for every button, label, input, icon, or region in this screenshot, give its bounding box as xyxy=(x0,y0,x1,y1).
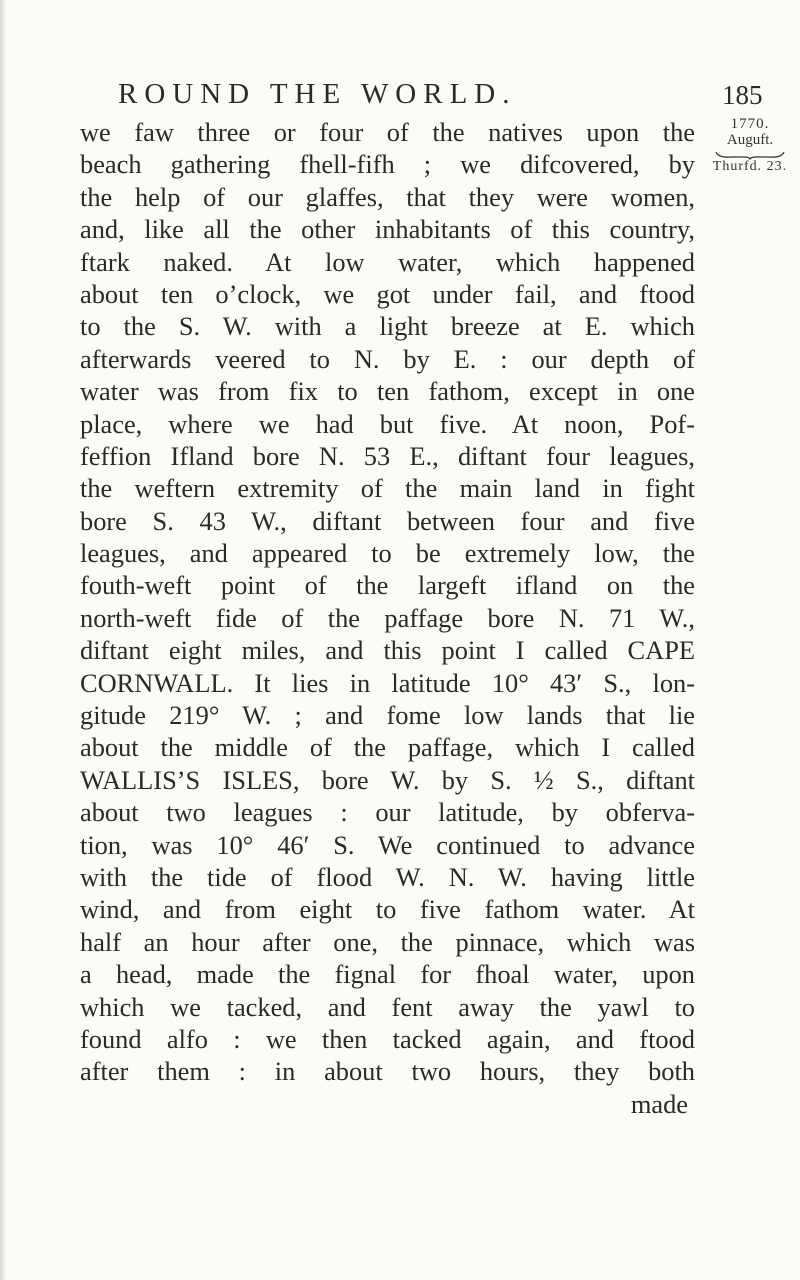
text-line: leagues, and appeared to be extremely low, the xyxy=(80,538,695,569)
text-line: ftark naked. At low water, which happened xyxy=(80,246,695,277)
page-edge-shadow xyxy=(0,0,6,1280)
text-line: which we tacked, and fent away the yawl to xyxy=(80,991,695,1022)
text-line: about ten o’clock, we got under fail, and ftood xyxy=(80,278,695,309)
text-line: to the S. W. with a light breeze at E. which xyxy=(80,311,695,342)
margin-note-month: Auguft. xyxy=(726,132,774,148)
text-line: CORNWALL. It lies in latitude 10° 43′ S., lon- xyxy=(80,667,695,698)
text-line: WALLIS’S ISLES, bore W. by S. ½ S., diftant xyxy=(80,764,695,795)
text-line: fouth-weft point of the largeft ifland on the xyxy=(80,570,695,601)
body-text xyxy=(80,116,695,1120)
text-line: water was from fix to ten fathom, except in one xyxy=(80,376,695,407)
text-line: bore S. 43 W., diftant between four and five xyxy=(80,505,695,536)
margin-note-day: Thurfd. 23. xyxy=(712,159,788,174)
text-line: we faw three or four of the natives upon the xyxy=(80,117,695,147)
text-line: tion, was 10° 46′ S. We continued to advance xyxy=(80,829,695,860)
text-line: afterwards veered to N. by E. : our depth of xyxy=(80,343,695,374)
text-line: found alfo : we then tacked again, and ftood xyxy=(80,1023,695,1054)
text-line: feffion Ifland bore N. 53 E., diftant four leagues, xyxy=(80,440,695,471)
text-line: gitude 219° W. ; and fome low lands that lie xyxy=(80,700,695,731)
margin-note xyxy=(708,116,792,174)
text-line: made xyxy=(630,1088,688,1119)
text-line: north-weft fide of the paffage bore N. 71 W., xyxy=(80,602,695,633)
text-line: with the tide of flood W. N. W. having little xyxy=(80,861,695,892)
text-line: beach gathering fhell-fifh ; we difcovered, by xyxy=(80,149,695,180)
text-line: and, like all the other inhabitants of this country, xyxy=(80,214,695,245)
text-line: about the middle of the paffage, which I called xyxy=(80,732,695,763)
text-line: the weftern extremity of the main land in fight xyxy=(80,473,695,504)
text-line: place, where we had but five. At noon, Pof- xyxy=(80,408,695,439)
text-line: the help of our glaffes, that they were women, xyxy=(80,181,695,212)
text-line: half an hour after one, the pinnace, which was xyxy=(80,926,695,957)
text-line: after them : in about two hours, they both xyxy=(80,1056,695,1087)
running-title: ROUND THE WORLD. xyxy=(118,78,517,110)
margin-note-year: 1770. xyxy=(730,116,770,132)
text-line: a head, made the fignal for fhoal water, upon xyxy=(80,959,695,990)
text-line: diftant eight miles, and this point I called CAPE xyxy=(80,635,695,666)
text-line: about two leagues : our latitude, by obferva- xyxy=(80,797,695,828)
text-line: wind, and from eight to five fathom water. At xyxy=(80,894,695,925)
page-number: 185 xyxy=(722,80,763,110)
